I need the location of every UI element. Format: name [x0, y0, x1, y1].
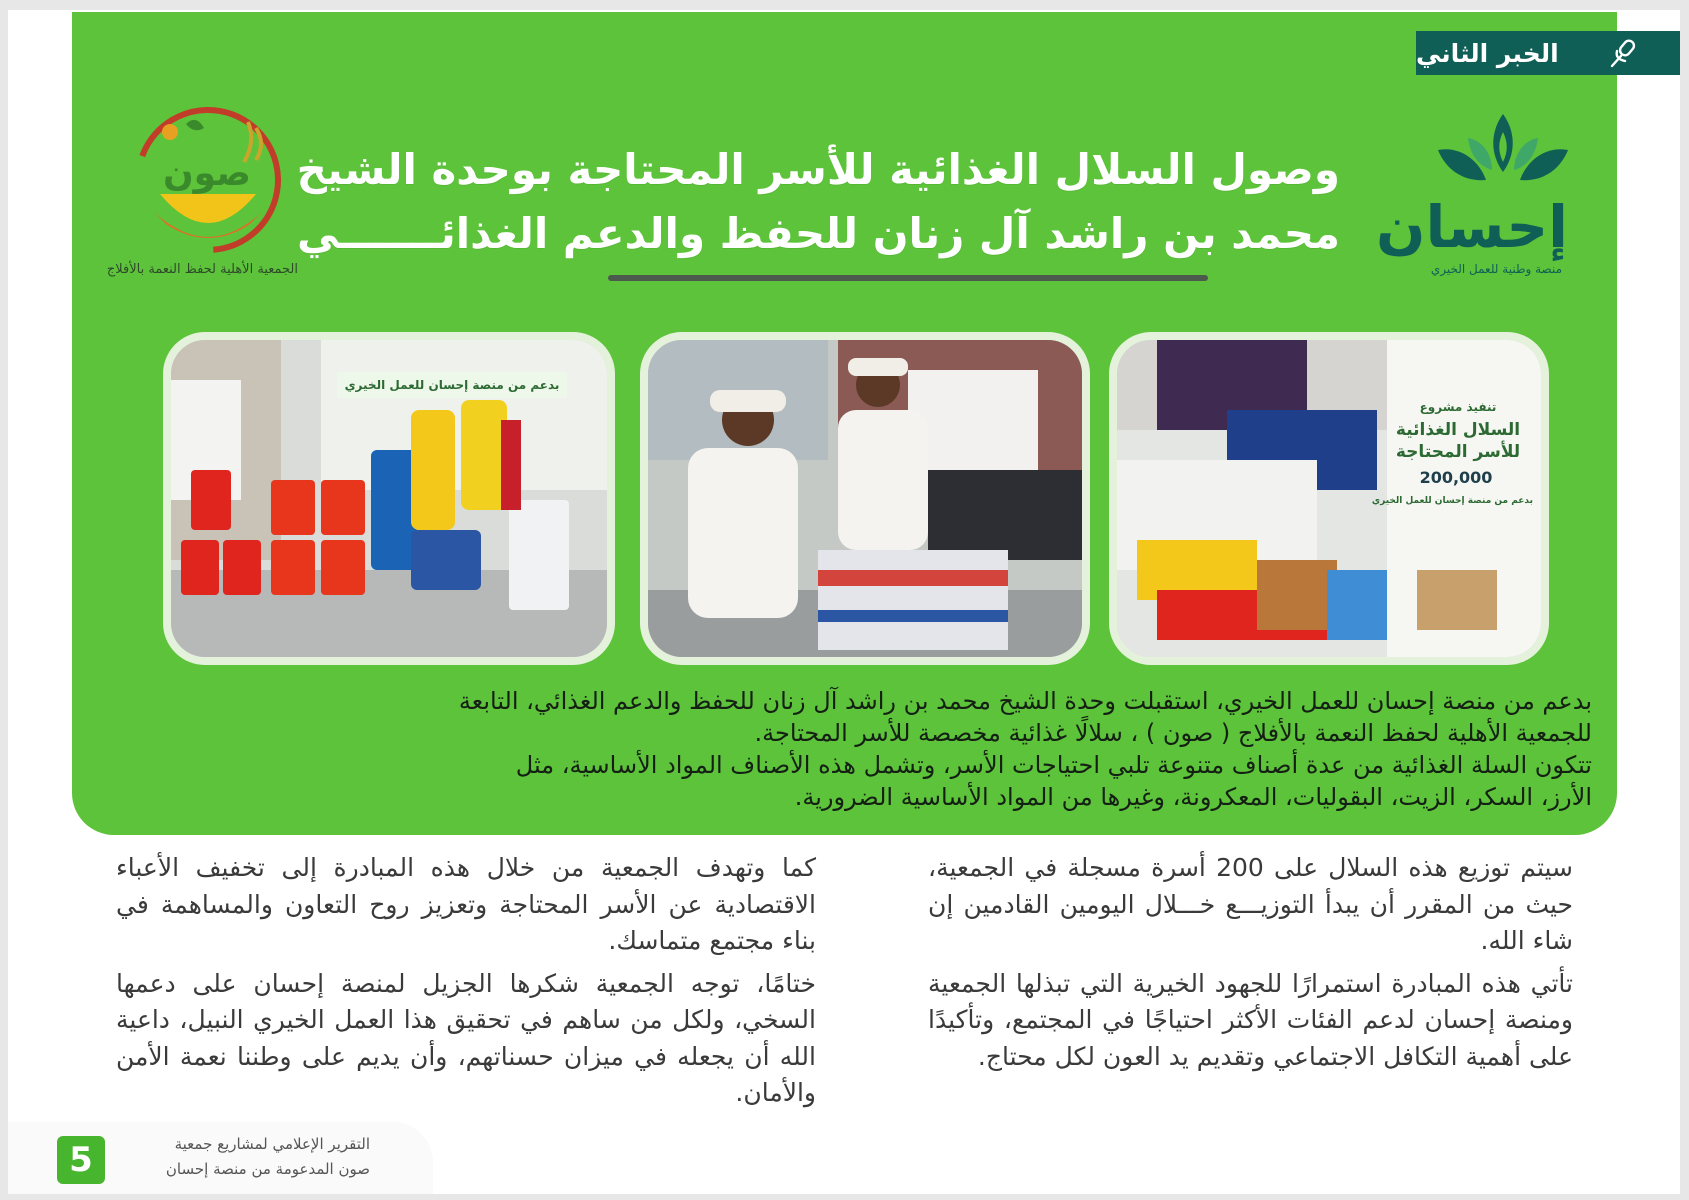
workers-illustration	[648, 340, 1082, 657]
ehsan-logo-name: إحسان	[1376, 193, 1568, 261]
photo-workers	[640, 332, 1090, 665]
footer-line-2: صون المدعومة من منصة إحسان	[165, 1160, 370, 1178]
footer-caption	[120, 1132, 370, 1182]
poster-title-line-1: السلال الغذائية	[1395, 420, 1521, 440]
ehsan-logo	[1376, 110, 1578, 280]
ribbon-label: الخبر الثاني	[1416, 38, 1559, 68]
panel-text-line: الأرز، السكر، الزيت، البقوليات، المعكرونة، وغيرها من المواد الأساسية الضرورية.	[794, 783, 1592, 811]
photo-food-items	[163, 332, 615, 665]
headline-line-2: محمد بن راشد آل زنان للحفظ والدعم الغذائـــــــي	[297, 209, 1340, 258]
soun-logo	[106, 102, 298, 292]
ehsan-logo-tagline: منصة وطنية للعمل الخيري	[1430, 262, 1562, 276]
newsletter-page	[8, 10, 1680, 1194]
poster-kicker: تنفيذ مشروع	[1419, 400, 1497, 414]
page-number: 5	[57, 1136, 105, 1184]
headline	[296, 138, 1340, 266]
poster-title-line-2: للأسر المحتاجة	[1395, 442, 1521, 462]
photo-storage-poster	[1109, 332, 1549, 665]
headline-divider	[608, 275, 1208, 281]
photo-banner: بدعم من منصة إحسان للعمل الخيري	[337, 372, 567, 398]
soun-logo-caption: الجمعية الأهلية لحفظ النعمة بالأفلاج	[106, 262, 298, 277]
panel-text-line: للجمعية الأهلية لحفظ النعمة بالأفلاج ( صون ) ، سلالًا غذائية مخصصة للأسر المحتاجة.	[754, 719, 1592, 747]
body-paragraph: كما وتهدف الجمعية من خلال هذه المبادرة إلى تخفيف الأعباء الاقتصادية عن الأسر المحتاجة وتعزيز روح التعاون والمساهمة في بناء مجتمع متماسك.	[116, 853, 816, 955]
panel-text-line: بدعم من منصة إحسان للعمل الخيري، استقبلت وحدة الشيخ محمد بن راشد آل زنان للحفظ والدعم الغذائي، التابعة	[458, 687, 1592, 715]
microphone-icon	[1606, 37, 1640, 71]
headline-line-1: وصول السلال الغذائية للأسر المحتاجة بوحدة الشيخ	[296, 145, 1340, 194]
body-paragraph: ختامًا، توجه الجمعية شكرها الجزيل لمنصة إحسان على دعمها السخي، ولكل من ساهم في تحقيق هذا العمل الخيري النبيل، داعية الله أن يجعله في ميزان حسناتهم، وأن يديم على وطننا نعمة الأمن والأمان.	[116, 968, 816, 1107]
footer-line-1: التقرير الإعلامي لمشاريع جمعية	[174, 1135, 370, 1153]
news-section-ribbon	[1416, 31, 1680, 75]
panel-body-text	[192, 685, 1592, 813]
body-paragraph: سيتم توزيع هذه السلال على 200 أسرة مسجلة في الجمعية، حيث من المقرر أن يبدأ التوزيـــع خـــلال اليومين القادمين إن شاء الله.	[928, 853, 1574, 955]
ehsan-leaves-icon	[1428, 110, 1578, 196]
body-paragraph: تأتي هذه المبادرة استمرارًا للجهود الخيرية التي تبذلها الجمعية ومنصة إحسان لدعم الفئات الأكثر احتياجًا في المجتمع، وتأكيدًا على أهمية التكافل الاجتماعي وتقديم يد العون لكل محتاج.	[928, 968, 1573, 1071]
poster-footer: بدعم من منصة إحسان للعمل الخيري	[1371, 496, 1533, 506]
soun-logo-name: صون	[162, 153, 252, 194]
body-column-right	[928, 850, 1573, 1081]
panel-text-line: تتكون السلة الغذائية من عدة أصناف متنوعة تلبي احتياجات الأسر، وتشمل هذه الأصناف المواد الأساسية، مثل	[515, 751, 1592, 779]
body-column-left	[116, 850, 816, 1118]
poster-number: 200,000	[1419, 468, 1493, 487]
